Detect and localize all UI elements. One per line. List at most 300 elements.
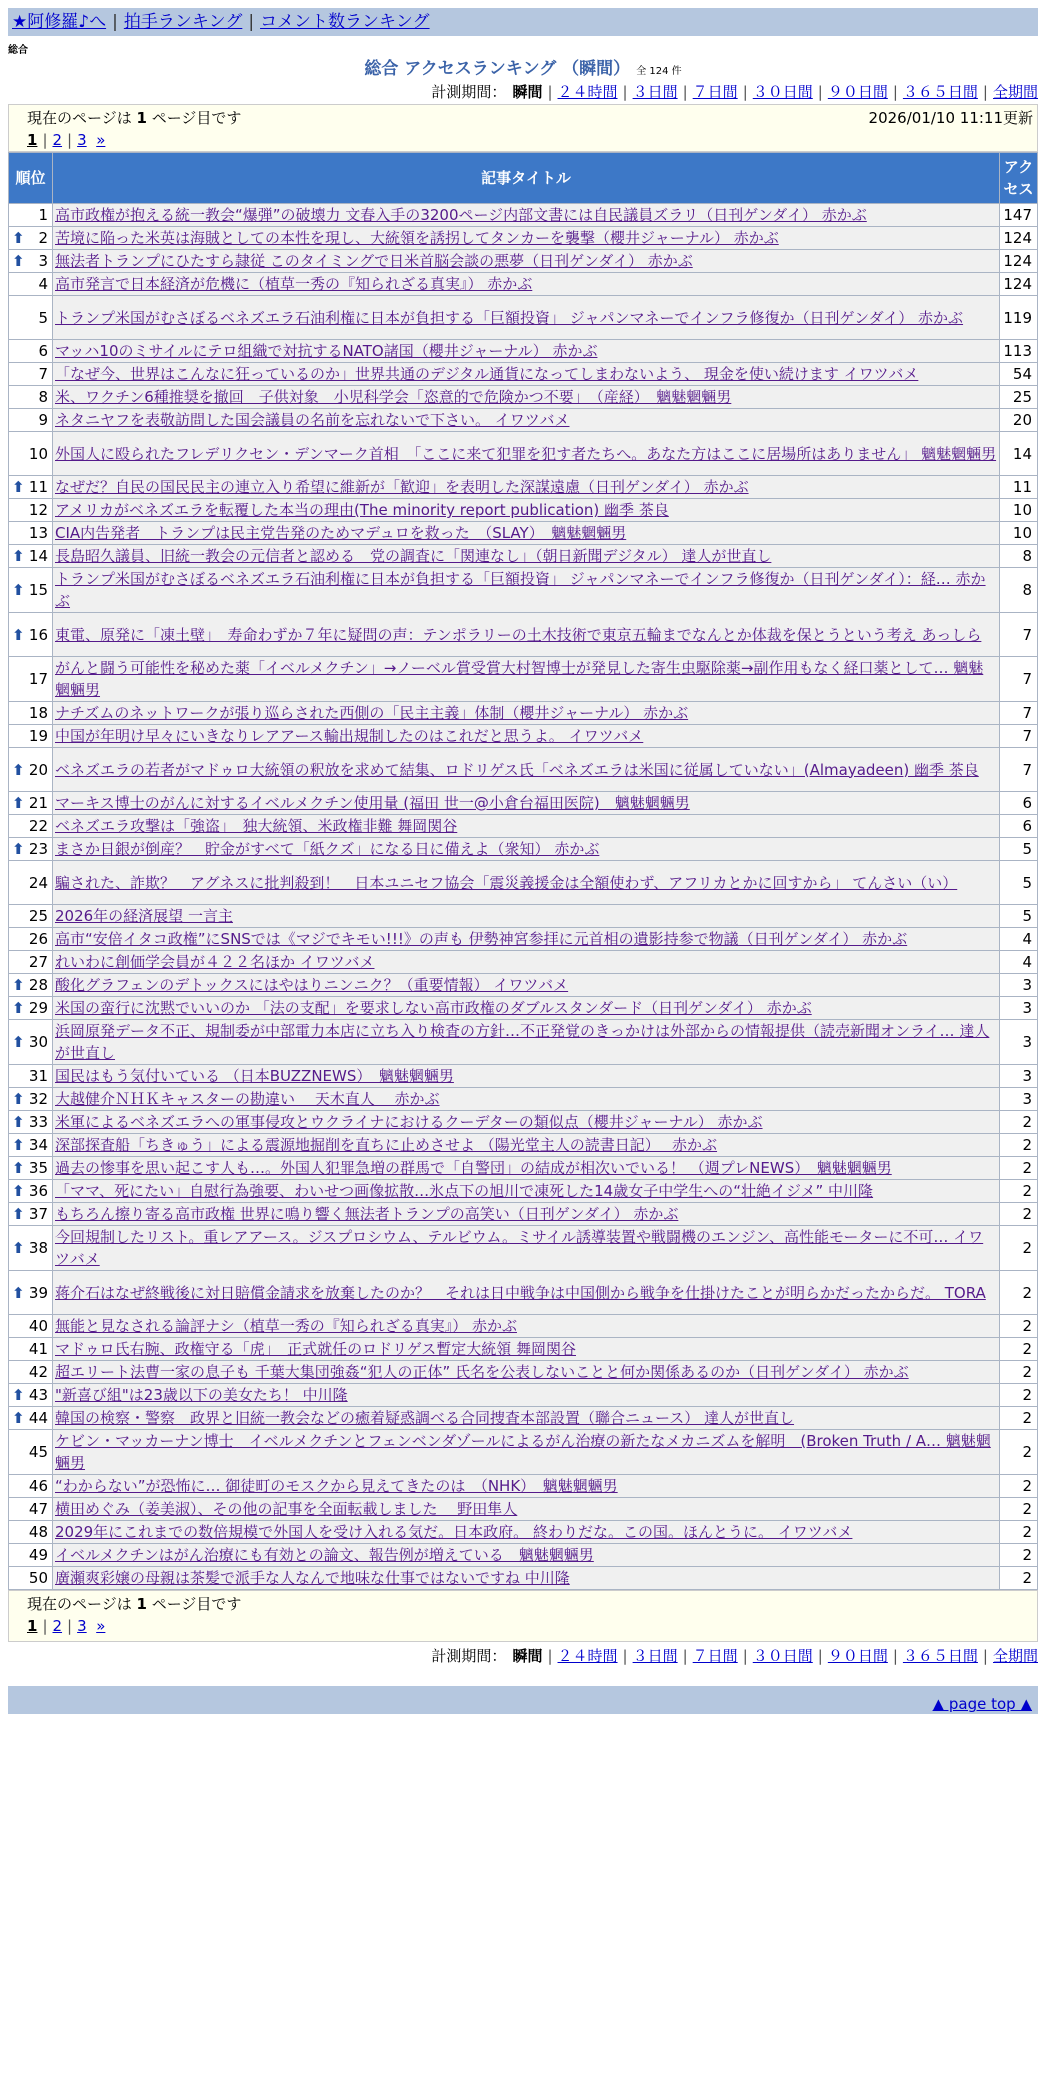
page-top-link[interactable]: ▲ page top ▲: [932, 1695, 1032, 1713]
title-cell: [53, 702, 1000, 725]
nav-separator: |: [112, 12, 118, 32]
access-count: 25: [1000, 386, 1038, 409]
table-row: [9, 1430, 1038, 1475]
page-current-number: 1: [136, 1595, 147, 1613]
rank-up-arrow-icon: ⬆: [12, 1182, 25, 1200]
access-count: 113: [1000, 340, 1038, 363]
rank-cell: [9, 545, 53, 568]
title-cell: [53, 522, 1000, 545]
table-row: [9, 568, 1038, 613]
access-count: 6: [1000, 792, 1038, 815]
rank-number: 26: [28, 930, 48, 948]
rank-up-arrow-icon: ⬆: [12, 229, 25, 247]
title-cell: [53, 1271, 1000, 1315]
access-count: 10: [1000, 499, 1038, 522]
rank-number: 21: [28, 794, 48, 812]
article-title-link[interactable]: 国民はもう気付いている （日本BUZZNEWS） 魑魅魍魎男: [55, 1067, 454, 1085]
access-count: 4: [1000, 951, 1038, 974]
rank-number: 42: [28, 1363, 48, 1381]
title-cell: [53, 1498, 1000, 1521]
article-title-link[interactable]: 高市“安倍イタコ政権”にSNSでは《マジでキモい!!!》の声も 伊勢神宮参拝に元首相の遺影持参で物議（日刊ゲンダイ） 赤かぶ: [55, 930, 908, 948]
page-separator: |: [67, 1617, 73, 1635]
period-current: 瞬間: [512, 1647, 543, 1665]
table-row: [9, 1384, 1038, 1407]
rank-cell: [9, 432, 53, 476]
article-title-link[interactable]: なぜだ？自民の国民民主の連立入り希望に維新が「歓迎」を表明した深謀遠慮（日刊ゲンダイ） 赤かぶ: [55, 478, 749, 496]
article-title-link[interactable]: 外国人に殴られたフレデリクセン・デンマーク首相 「ここに来て犯罪を犯す者たちへ。あなた方はここに居場所はありません」 魑魅魍魎男: [55, 444, 997, 463]
period-option-link[interactable]: ３日間: [632, 83, 678, 101]
period-option-link[interactable]: ２４時間: [557, 83, 618, 101]
rank-number: 24: [28, 873, 48, 892]
access-count: 6: [1000, 815, 1038, 838]
access-count: 3: [1000, 997, 1038, 1020]
access-count: 2: [1000, 1111, 1038, 1134]
period-option-link[interactable]: ７日間: [692, 1647, 738, 1665]
rank-up-arrow-icon: ⬆: [12, 1136, 25, 1154]
period-current: 瞬間: [512, 83, 543, 101]
rank-cell: [9, 1226, 53, 1271]
table-row: [9, 702, 1038, 725]
rank-number: 34: [28, 1136, 48, 1154]
article-title-link[interactable]: 深部探査船「ちきゅう」による震源地掘削を直ちに止めさせよ （陽光堂主人の読書日記） 赤かぶ: [55, 1136, 718, 1154]
table-row: [9, 928, 1038, 951]
period-option-link[interactable]: 全期間: [992, 83, 1038, 101]
rank-number: 32: [28, 1090, 48, 1108]
table-row: [9, 1065, 1038, 1088]
rank-cell: [9, 1384, 53, 1407]
article-title-link[interactable]: ナチズムのネットワークが張り巡らされた西側の「民主主義」体制（櫻井ジャーナル） 赤かぶ: [55, 704, 689, 722]
rank-cell: [9, 1544, 53, 1567]
access-count: 124: [1000, 250, 1038, 273]
table-row: [9, 815, 1038, 838]
table-row: [9, 409, 1038, 432]
rank-number: 14: [28, 547, 48, 565]
article-title-link[interactable]: マーキス博士のがんに対するイベルメクチン使用量 (福田 世一@小倉台福田医院) 魑魅魍魎男: [55, 794, 690, 812]
rank-number: 46: [28, 1477, 48, 1495]
rank-cell: [9, 1315, 53, 1338]
table-row: [9, 974, 1038, 997]
table-row: [9, 1111, 1038, 1134]
table-row: [9, 204, 1038, 227]
article-title-link[interactable]: 酸化グラフェンのデトックスにはやはりニンニク？（重要情報） イワツバメ: [55, 976, 569, 994]
table-row: [9, 1407, 1038, 1430]
title-cell: [53, 1338, 1000, 1361]
article-title-link[interactable]: 今回規制したリスト。重レアアース。ジスプロシウム、テルビウム。ミサイル誘導装置や戦闘機のエンジン、高性能モーターに不可… イワツバメ: [55, 1228, 984, 1268]
period-separator: |: [742, 83, 748, 101]
access-count: 3: [1000, 1020, 1038, 1065]
rank-number: 40: [28, 1317, 48, 1335]
title-cell: [53, 1020, 1000, 1065]
table-row: [9, 545, 1038, 568]
rank-number: 16: [28, 625, 48, 644]
article-title-link[interactable]: 大越健介ＮＨＫキャスターの勘違い 天木直人 赤かぶ: [55, 1090, 440, 1108]
rank-cell: [9, 1430, 53, 1475]
table-row: [9, 499, 1038, 522]
table-row: [9, 1180, 1038, 1203]
nav-comment-ranking-link[interactable]: コメント数ランキング: [260, 12, 430, 32]
rank-number: 17: [28, 670, 48, 688]
rank-up-arrow-icon: ⬆: [12, 840, 25, 858]
next-page-link[interactable]: »: [96, 131, 106, 149]
access-count: 3: [1000, 974, 1038, 997]
rank-cell: [9, 250, 53, 273]
rank-up-arrow-icon: ⬆: [12, 999, 25, 1017]
rank-number: 13: [28, 524, 48, 542]
page-separator: |: [42, 1617, 48, 1635]
access-count: 2: [1000, 1180, 1038, 1203]
rank-cell: [9, 1407, 53, 1430]
top-nav-bar: [8, 8, 1038, 36]
rank-cell: [9, 386, 53, 409]
table-row: [9, 273, 1038, 296]
table-row: [9, 838, 1038, 861]
table-row: [9, 363, 1038, 386]
title-cell: [53, 409, 1000, 432]
table-row: [9, 748, 1038, 792]
title-cell: [53, 792, 1000, 815]
rank-cell: [9, 1088, 53, 1111]
article-title-link[interactable]: アメリカがベネズエラを転覆した本当の理由(The minority report publication) 幽季 茶良: [55, 501, 669, 519]
table-row: [9, 1088, 1038, 1111]
page-link[interactable]: 3: [77, 1617, 87, 1635]
article-title-link[interactable]: “わからない”が恐怖に… 御徒町のモスクから見えてきたのは （NHK） 魑魅魍魎男: [55, 1477, 618, 1495]
spacer: [87, 1617, 97, 1635]
title-cell: [53, 1157, 1000, 1180]
pager-bottom: [8, 1590, 1038, 1642]
bottom-bar: [8, 1686, 1038, 1714]
article-title-link[interactable]: 長島昭久議員、旧統一教会の元信者と認める 党の調査に「関連なし」（朝日新聞デジタル） 達人が世直し: [55, 547, 772, 565]
access-count: 2: [1000, 1384, 1038, 1407]
title-cell: [53, 974, 1000, 997]
article-title-link[interactable]: マッハ10のミサイルにテロ組織で対抗するNATO諸国（櫻井ジャーナル） 赤かぶ: [55, 342, 598, 360]
access-count: 2: [1000, 1430, 1038, 1475]
period-selector-top: [8, 80, 1038, 104]
page-wrapper: [8, 8, 1038, 1714]
period-label: 計測期間：: [431, 83, 507, 101]
access-count: 8: [1000, 568, 1038, 613]
rank-cell: [9, 1498, 53, 1521]
rank-number: 1: [38, 206, 48, 224]
article-title-link[interactable]: 高市政権が抱える統一教会“爆弾”の破壊力 文春入手の3200ページ内部文書には自民議員ズラリ（日刊ゲンダイ） 赤かぶ: [55, 206, 867, 224]
article-title-link[interactable]: 米軍によるベネズエラへの軍事侵攻とウクライナにおけるクーデターの類似点（櫻井ジャーナル） 赤かぶ: [55, 1113, 763, 1131]
article-title-link[interactable]: 横田めぐみ（姜美淑）、その他の記事を全面転載しました 野田隼人: [55, 1500, 518, 1518]
rank-cell: [9, 905, 53, 928]
access-count: 20: [1000, 409, 1038, 432]
access-count: 2: [1000, 1475, 1038, 1498]
table-row: [9, 1498, 1038, 1521]
period-option-link[interactable]: ３０日間: [752, 1647, 813, 1665]
rank-cell: [9, 951, 53, 974]
article-title-link[interactable]: "新喜び組"は23歳以下の美女たち！ 中川隆: [55, 1386, 348, 1404]
period-option-link[interactable]: ９０日間: [827, 83, 888, 101]
article-title-link[interactable]: ベネズエラの若者がマドゥロ大統領の釈放を求めて結集、ロドリゲス氏「ベネズエラは米国に従属していない」(Almayadeen) 幽季 茶良: [55, 760, 979, 779]
title-cell: [53, 725, 1000, 748]
period-separator: |: [622, 1647, 628, 1665]
rank-cell: [9, 928, 53, 951]
nav-home-link[interactable]: ★阿修羅♪へ: [12, 12, 107, 32]
rank-number: 15: [28, 581, 48, 599]
rank-up-arrow-icon: ⬆: [12, 1090, 25, 1108]
title-cell: [53, 476, 1000, 499]
table-row: [9, 432, 1038, 476]
article-title-link[interactable]: 無能と見なされる論評ナシ（植草一秀の『知られざる真実』） 赤かぶ: [55, 1317, 517, 1335]
period-option-link[interactable]: ９０日間: [827, 1647, 888, 1665]
rank-cell: [9, 227, 53, 250]
access-count: 3: [1000, 1065, 1038, 1088]
period-separator: |: [982, 83, 988, 101]
rank-number: 45: [28, 1443, 48, 1461]
article-title-link[interactable]: マドゥロ氏右腕、政権守る「虎」 正式就任のロドリゲス暫定大統領 舞岡関谷: [55, 1340, 576, 1358]
rank-number: 25: [28, 907, 48, 925]
table-row: [9, 657, 1038, 702]
title-cell: [53, 499, 1000, 522]
access-count: 2: [1000, 1407, 1038, 1430]
rank-cell: [9, 792, 53, 815]
table-row: [9, 1226, 1038, 1271]
article-title-link[interactable]: 米、ワクチン6種推奨を撤回 子供対象 小児科学会「恣意的で危険かつ不要」 （産経） 魑魅魍魎男: [55, 388, 732, 406]
rank-number: 35: [28, 1159, 48, 1177]
rank-up-arrow-icon: ⬆: [12, 252, 25, 270]
rank-cell: [9, 499, 53, 522]
table-row: [9, 522, 1038, 545]
title-cell: [53, 250, 1000, 273]
period-option-link[interactable]: ７日間: [692, 83, 738, 101]
rank-number: 49: [28, 1546, 48, 1564]
title-cell: [53, 905, 1000, 928]
title-cell: [53, 1134, 1000, 1157]
table-row: [9, 476, 1038, 499]
title-cell: [53, 1111, 1000, 1134]
rank-up-arrow-icon: ⬆: [12, 478, 25, 496]
rank-cell: [9, 340, 53, 363]
rank-number: 28: [28, 976, 48, 994]
ranking-table: [8, 152, 1038, 1590]
rank-number: 29: [28, 999, 48, 1017]
rank-number: 41: [28, 1340, 48, 1358]
period-option-link[interactable]: ３日間: [632, 1647, 678, 1665]
period-separator: |: [982, 1647, 988, 1665]
article-title-link[interactable]: トランプ米国がむさぼるベネズエラ石油利権に日本が負担する「巨額投資」 ジャパンマネーでインフラ修復か（日刊ゲンダイ）：経… 赤かぶ: [55, 570, 986, 610]
rank-number: 6: [38, 342, 48, 360]
article-title-link[interactable]: 東電、原発に「凍土壁」 寿命わずか７年に疑問の声：テンポラリーの土木技術で東京五輪までなんとか体裁を保とうという考え あっしら: [55, 625, 982, 644]
title-cell: [53, 838, 1000, 861]
rank-up-arrow-icon: ⬆: [12, 1159, 25, 1177]
article-title-link[interactable]: まさか日銀が倒産？ 貯金がすべて「紙クズ」になる日に備えよ（衆知） 赤かぶ: [55, 840, 600, 858]
spacer: [87, 131, 97, 149]
title-cell: [53, 1226, 1000, 1271]
rank-number: 31: [28, 1067, 48, 1085]
article-title-link[interactable]: 中国が年明け早々にいきなりレアアース輸出規制したのはこれだと思うよ。 イワツバメ: [55, 727, 644, 745]
rank-number: 27: [28, 953, 48, 971]
rank-number: 10: [28, 444, 48, 463]
article-title-link[interactable]: トランプ米国がむさぼるベネズエラ石油利権に日本が負担する「巨額投資」 ジャパンマネーでインフラ修復か（日刊ゲンダイ） 赤かぶ: [55, 308, 964, 327]
rank-cell: [9, 568, 53, 613]
column-header-rank: 順位: [9, 153, 53, 204]
article-title-link[interactable]: 「なぜ今、世界はこんなに狂っているのか」世界共通のデジタル通貨になってしまわないよう、 現金を使い続けます イワツバメ: [55, 365, 919, 383]
article-title-link[interactable]: 高市発言で日本経済が危機に（植草一秀の『知られざる真実』） 赤かぶ: [55, 275, 533, 293]
column-header-access: アクセス: [1000, 153, 1038, 204]
article-title-link[interactable]: がんと闘う可能性を秘めた薬「イベルメクチン」→ノーベル賞受賞大村智博士が発見した寄生虫駆除薬→副作用もなく経口薬として… 魑魅魍魎男: [55, 659, 984, 699]
rank-up-arrow-icon: ⬆: [12, 1409, 25, 1427]
title-cell: [53, 997, 1000, 1020]
rank-cell: [9, 204, 53, 227]
access-count: 10: [1000, 522, 1038, 545]
next-page-link[interactable]: »: [96, 1617, 106, 1635]
title-cell: [53, 340, 1000, 363]
article-title-link[interactable]: CIA内告発者 トランプは民主党告発のためマデュロを救った （SLAY） 魑魅魍魎男: [55, 524, 627, 542]
rank-cell: [9, 409, 53, 432]
rank-up-arrow-icon: ⬆: [12, 794, 25, 812]
item-count: 全 124 件: [636, 66, 682, 77]
table-row: [9, 792, 1038, 815]
article-title-link[interactable]: 苦境に陥った米英は海賊としての本性を現し、大統領を誘拐してタンカーを襲撃（櫻井ジャーナル） 赤かぶ: [55, 229, 779, 247]
article-title-link[interactable]: 浜岡原発データ不正、規制委が中部電力本店に立ち入り検査の方針…不正発覚のきっかけは外部からの情報提供（読売新聞オンライ… 達人が世直し: [55, 1022, 990, 1062]
article-title-link[interactable]: 過去の惨事を思い起こす人も…。外国人犯罪急増の群馬で「自警団」の結成が相次いでいる！ （週プレNEWS） 魑魅魍魎男: [55, 1159, 892, 1177]
access-count: 5: [1000, 838, 1038, 861]
rank-cell: [9, 1567, 53, 1590]
period-option-link[interactable]: ３６５日間: [902, 1647, 978, 1665]
article-title-link[interactable]: 「ママ、死にたい」自慰行為強要、わいせつ画像拡散…氷点下の旭川で凍死した14歳女子中学生への“壮絶イジメ” 中川隆: [55, 1182, 874, 1200]
rank-up-arrow-icon: ⬆: [12, 547, 25, 565]
rank-number: 30: [28, 1033, 48, 1051]
title-cell: [53, 928, 1000, 951]
period-separator: |: [547, 83, 553, 101]
page-link[interactable]: 2: [52, 131, 63, 149]
article-title-link[interactable]: ベネズエラ攻撃は「強盗」 独大統領、米政権非難 舞岡関谷: [55, 817, 458, 835]
table-row: [9, 386, 1038, 409]
title-cell: [53, 296, 1000, 340]
table-row: [9, 227, 1038, 250]
access-count: 5: [1000, 861, 1038, 905]
nav-applause-ranking-link[interactable]: 拍手ランキング: [123, 12, 243, 32]
article-title-link[interactable]: 騙された、詐欺？ アグネスに批判殺到！ 日本ユニセフ協会「震災義援金は全額使わず、アフリカとかに回すから」 てんさい（い）: [55, 873, 958, 892]
rank-cell: [9, 1521, 53, 1544]
article-title-link[interactable]: 超エリート法曹一家の息子も 千葉大集団強姦“犯人の正体” 氏名を公表しないことと何か関係あるのか（日刊ゲンダイ） 赤かぶ: [55, 1363, 909, 1381]
table-row: [9, 340, 1038, 363]
rank-number: 39: [28, 1283, 48, 1302]
article-title-link[interactable]: ケビン・マッカーナン博士 イベルメクチンとフェンベンダゾールによるがん治療の新たなメカニズムを解明 (Broken Truth / A… 魑魅魍魎男: [55, 1432, 991, 1472]
title-cell: [53, 951, 1000, 974]
rank-cell: [9, 815, 53, 838]
title-cell: [53, 861, 1000, 905]
article-title-link[interactable]: もちろん擦り寄る高市政権 世界に鳴り響く無法者トランプの高笑い（日刊ゲンダイ） 赤かぶ: [55, 1205, 679, 1223]
title-cell: [53, 363, 1000, 386]
period-separator: |: [682, 1647, 688, 1665]
page-link[interactable]: 3: [77, 131, 87, 149]
article-title-link[interactable]: 2029年にこれまでの数倍規模で外国人を受け入れる気だ。日本政府。 終わりだな。この国。ほんとうに。 イワツバメ: [55, 1523, 853, 1541]
access-count: 2: [1000, 1134, 1038, 1157]
rank-cell: [9, 476, 53, 499]
access-count: 2: [1000, 1203, 1038, 1226]
page-links: [27, 129, 1019, 151]
article-title-link[interactable]: 2026年の経済展望 一言主: [55, 907, 233, 925]
rank-cell: [9, 861, 53, 905]
rank-number: 37: [28, 1205, 48, 1223]
rank-number: 48: [28, 1523, 48, 1541]
period-option-link[interactable]: ２４時間: [557, 1647, 618, 1665]
rank-up-arrow-icon: ⬆: [12, 581, 25, 599]
access-count: 54: [1000, 363, 1038, 386]
article-title-link[interactable]: 蒋介石はなぜ終戦後に対日賠償金請求を放棄したのか？ それは日中戦争は中国側から戦争を仕掛けたことが明らかだったからだ。 TORA: [55, 1283, 986, 1302]
table-row: [9, 861, 1038, 905]
rank-cell: [9, 1203, 53, 1226]
rank-number: 44: [28, 1409, 48, 1427]
access-count: 2: [1000, 1338, 1038, 1361]
rank-number: 47: [28, 1500, 48, 1518]
period-separator: |: [817, 83, 823, 101]
article-title-link[interactable]: 米国の蛮行に沈黙でいいのか 「法の支配」を要求しない高市政権のダブルスタンダード（日刊ゲンダイ） 赤かぶ: [55, 999, 812, 1017]
rank-number: 9: [38, 411, 48, 429]
pager-top: [8, 104, 1038, 152]
rank-number: 2: [38, 229, 48, 247]
access-count: 147: [1000, 204, 1038, 227]
article-title-link[interactable]: 廣瀬爽彩嬢の母親は茶髪で派手な人なんで地味な仕事ではないですね 中川隆: [55, 1569, 570, 1587]
title-cell: [53, 1407, 1000, 1430]
access-count: 3: [1000, 1088, 1038, 1111]
article-title-link[interactable]: 韓国の検察・警察 政界と旧統一教会などの癒着疑惑調べる合同捜査本部設置（聯合ニュース） 達人が世直し: [55, 1409, 795, 1427]
page-link[interactable]: 2: [52, 1617, 63, 1635]
title-cell: [53, 1384, 1000, 1407]
rank-number: 19: [28, 727, 48, 745]
period-label: 計測期間：: [431, 1647, 507, 1665]
article-title-link[interactable]: イベルメクチンはがん治療にも有効との論文、報告例が増えている 魑魅魍魎男: [55, 1546, 594, 1564]
period-option-link[interactable]: ３０日間: [752, 83, 813, 101]
page-link-current: 1: [27, 1617, 38, 1635]
rank-cell: [9, 997, 53, 1020]
rank-cell: [9, 296, 53, 340]
page-separator: |: [42, 131, 48, 149]
period-separator: |: [547, 1647, 553, 1665]
rank-number: 43: [28, 1386, 48, 1404]
title-cell: [53, 204, 1000, 227]
title-cell: [53, 1180, 1000, 1203]
rank-cell: [9, 1180, 53, 1203]
rank-cell: [9, 702, 53, 725]
access-count: 7: [1000, 725, 1038, 748]
access-count: 7: [1000, 613, 1038, 657]
title-cell: [53, 1065, 1000, 1088]
period-separator: |: [892, 1647, 898, 1665]
article-title-link[interactable]: 無法者トランプにひたすら隷従 このタイミングで日米首脳会談の悪夢（日刊ゲンダイ） 赤かぶ: [55, 252, 693, 270]
title-cell: [53, 1567, 1000, 1590]
rank-number: 38: [28, 1239, 48, 1257]
period-option-link[interactable]: ３６５日間: [902, 83, 978, 101]
access-count: 124: [1000, 227, 1038, 250]
title-cell: [53, 1475, 1000, 1498]
title-cell: [53, 1361, 1000, 1384]
period-separator: |: [817, 1647, 823, 1665]
title-cell: [53, 748, 1000, 792]
rank-number: 23: [28, 840, 48, 858]
title-cell: [53, 1203, 1000, 1226]
ranking-heading: [8, 58, 1038, 80]
access-count: 2: [1000, 1361, 1038, 1384]
period-option-link[interactable]: 全期間: [992, 1647, 1038, 1665]
rank-up-arrow-icon: ⬆: [12, 1386, 25, 1404]
table-row: [9, 1567, 1038, 1590]
table-row: [9, 1315, 1038, 1338]
title-cell: [53, 613, 1000, 657]
access-count: 2: [1000, 1567, 1038, 1590]
rank-number: 8: [38, 388, 48, 406]
access-count: 11: [1000, 476, 1038, 499]
access-count: 2: [1000, 1544, 1038, 1567]
article-title-link[interactable]: れいわに創価学会員が４２２名ほか イワツバメ: [55, 953, 375, 971]
rank-cell: [9, 273, 53, 296]
rank-cell: [9, 613, 53, 657]
updated-timestamp: 2026/01/10 11:11更新: [868, 109, 1033, 127]
article-title-link[interactable]: ネタニヤフを表敬訪問した国会議員の名前を忘れないで下さい。 イワツバメ: [55, 411, 570, 429]
